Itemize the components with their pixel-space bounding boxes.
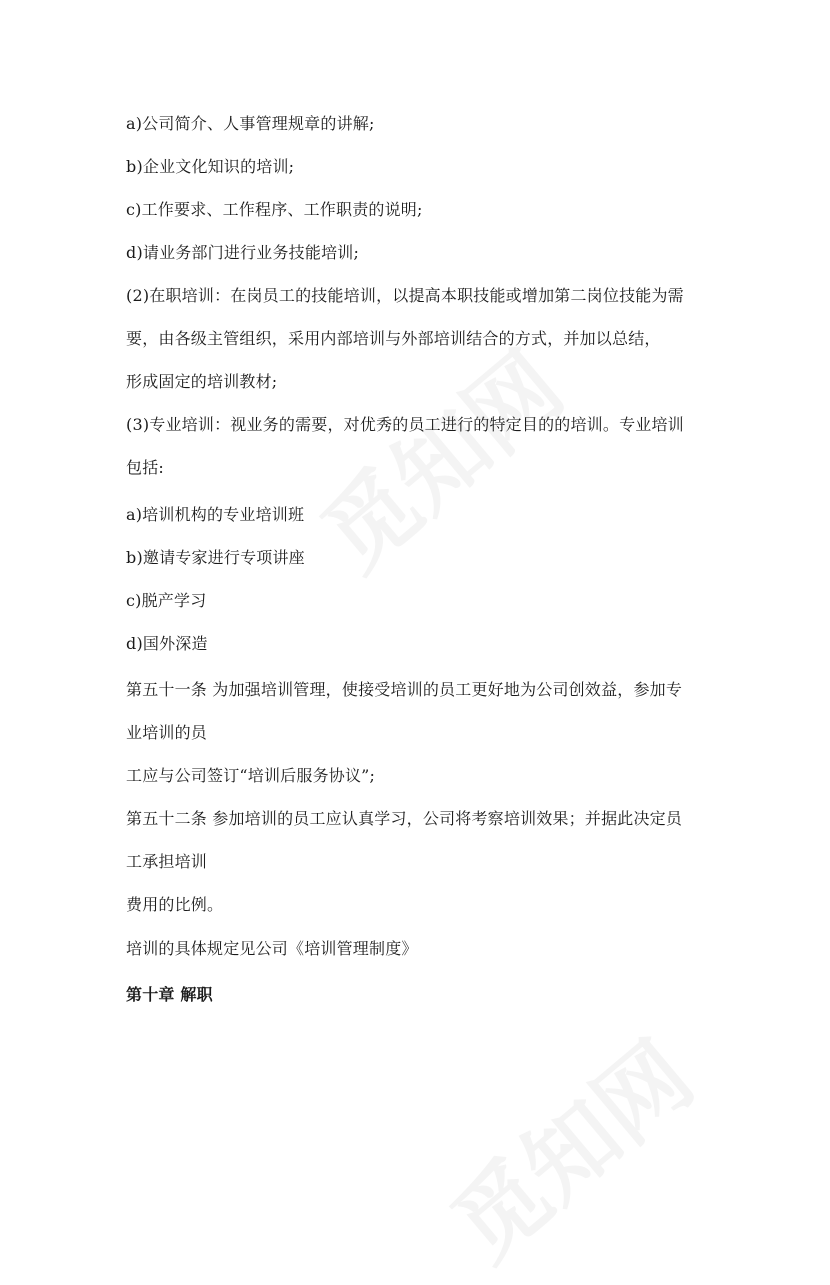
list-item: a)培训机构的专业培训班	[126, 505, 305, 524]
watermark	[290, 317, 586, 596]
paragraph-line: 工承担培训	[126, 852, 208, 871]
list-item: b)企业文化知识的培训;	[126, 157, 295, 176]
paragraph-line: 包括:	[126, 458, 164, 477]
list-item: c)工作要求、工作程序、工作职责的说明;	[126, 200, 423, 219]
paragraph-line: 第五十二条 参加培训的员工应认真学习，公司将考察培训效果；并据此决定员	[126, 809, 683, 828]
paragraph-line: (2)在职培训：在岗员工的技能培训，以提高本职技能或增加第二岗位技能为需	[126, 286, 684, 305]
list-item: c)脱产学习	[126, 591, 207, 610]
paragraph-line: 形成固定的培训教材;	[126, 372, 278, 391]
list-item: d)请业务部门进行业务技能培训;	[126, 243, 360, 262]
paragraph-line: 费用的比例。	[126, 895, 224, 914]
list-item: b)邀请专家进行专项讲座	[126, 548, 305, 567]
paragraph-line: 培训的具体规定见公司《培训管理制度》	[126, 939, 418, 958]
list-item: d)国外深造	[126, 634, 208, 653]
paragraph-line: (3)专业培训：视业务的需要，对优秀的员工进行的特定目的的培训。专业培训	[126, 415, 684, 434]
paragraph-line: 业培训的员	[126, 723, 208, 742]
paragraph-line: 工应与公司签订“培训后服务协议”;	[126, 766, 376, 785]
list-item: a)公司简介、人事管理规章的讲解;	[126, 114, 375, 133]
chapter-heading: 第十章 解职	[126, 985, 213, 1004]
paragraph-line: 第五十一条 为加强培训管理，使接受培训的员工更好地为公司创效益，参加专	[126, 680, 683, 699]
watermark	[420, 1007, 716, 1285]
paragraph-line: 要，由各级主管组织，采用内部培训与外部培训结合的方式，并加以总结，	[126, 329, 661, 348]
